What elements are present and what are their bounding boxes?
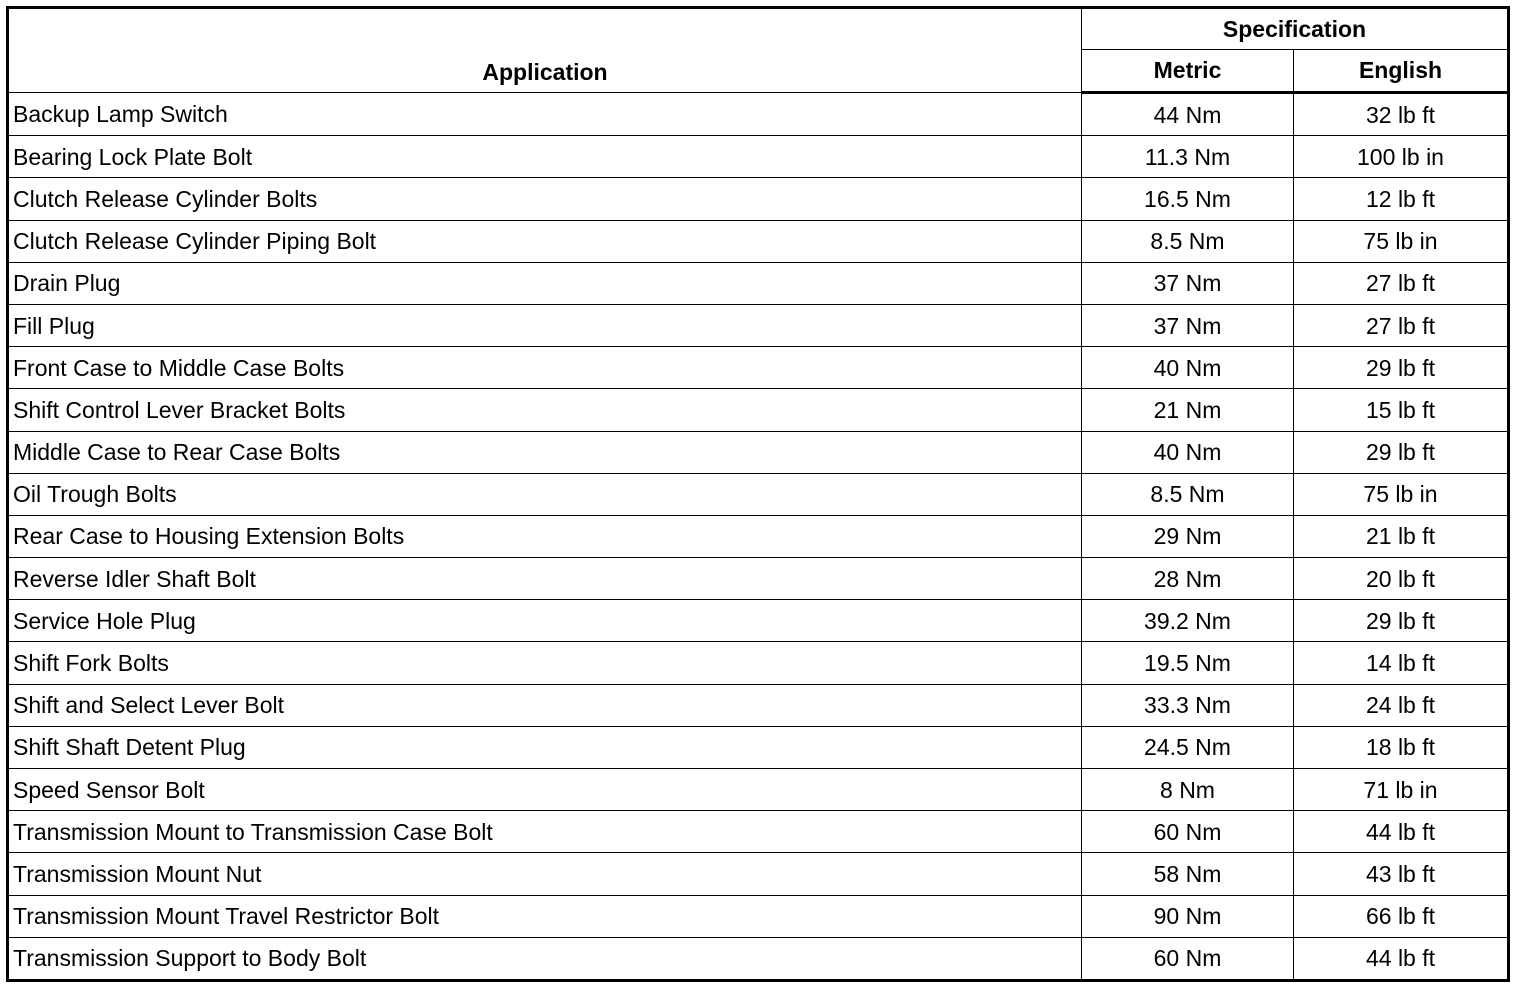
application-cell: Middle Case to Rear Case Bolts [8, 431, 1082, 473]
english-cell: 75 lb in [1294, 473, 1509, 515]
metric-cell: 40 Nm [1082, 347, 1294, 389]
metric-cell: 19.5 Nm [1082, 642, 1294, 684]
table-header [8, 8, 1509, 93]
application-cell: Bearing Lock Plate Bolt [8, 136, 1082, 178]
application-cell: Backup Lamp Switch [8, 93, 1082, 136]
english-cell: 15 lb ft [1294, 389, 1509, 431]
application-cell: Shift Shaft Detent Plug [8, 726, 1082, 768]
table-row [8, 262, 1509, 304]
metric-cell: 37 Nm [1082, 262, 1294, 304]
metric-cell: 40 Nm [1082, 431, 1294, 473]
english-cell: 12 lb ft [1294, 178, 1509, 220]
metric-cell: 44 Nm [1082, 93, 1294, 136]
table-row [8, 853, 1509, 895]
header-row-top [8, 8, 1509, 50]
table-row [8, 304, 1509, 346]
table-row [8, 558, 1509, 600]
application-cell: Speed Sensor Bolt [8, 769, 1082, 811]
metric-cell: 11.3 Nm [1082, 136, 1294, 178]
table-body [8, 93, 1509, 981]
table-row [8, 769, 1509, 811]
fastener-specification-table [6, 6, 1510, 982]
application-cell: Clutch Release Cylinder Piping Bolt [8, 220, 1082, 262]
table-row [8, 220, 1509, 262]
english-cell: 29 lb ft [1294, 347, 1509, 389]
table-row [8, 684, 1509, 726]
application-cell: Clutch Release Cylinder Bolts [8, 178, 1082, 220]
application-cell: Oil Trough Bolts [8, 473, 1082, 515]
english-cell: 27 lb ft [1294, 304, 1509, 346]
application-cell: Rear Case to Housing Extension Bolts [8, 515, 1082, 557]
metric-cell: 21 Nm [1082, 389, 1294, 431]
english-cell: 32 lb ft [1294, 93, 1509, 136]
application-cell: Front Case to Middle Case Bolts [8, 347, 1082, 389]
english-cell: 71 lb in [1294, 769, 1509, 811]
english-cell: 100 lb in [1294, 136, 1509, 178]
english-cell: 66 lb ft [1294, 895, 1509, 937]
table-row [8, 642, 1509, 684]
english-cell: 27 lb ft [1294, 262, 1509, 304]
english-cell: 14 lb ft [1294, 642, 1509, 684]
metric-cell: 24.5 Nm [1082, 726, 1294, 768]
application-cell: Shift Fork Bolts [8, 642, 1082, 684]
metric-cell: 58 Nm [1082, 853, 1294, 895]
application-cell: Transmission Mount to Transmission Case Bolt [8, 811, 1082, 853]
table-row [8, 937, 1509, 980]
metric-cell: 8.5 Nm [1082, 473, 1294, 515]
english-cell: 21 lb ft [1294, 515, 1509, 557]
english-header: English [1294, 50, 1509, 93]
specification-header: Specification [1082, 8, 1509, 50]
table-row [8, 895, 1509, 937]
english-cell: 44 lb ft [1294, 811, 1509, 853]
table-row [8, 515, 1509, 557]
table-row [8, 473, 1509, 515]
english-cell: 43 lb ft [1294, 853, 1509, 895]
english-cell: 29 lb ft [1294, 431, 1509, 473]
metric-cell: 60 Nm [1082, 811, 1294, 853]
metric-cell: 28 Nm [1082, 558, 1294, 600]
english-cell: 75 lb in [1294, 220, 1509, 262]
metric-cell: 29 Nm [1082, 515, 1294, 557]
table-row [8, 347, 1509, 389]
metric-cell: 16.5 Nm [1082, 178, 1294, 220]
english-cell: 24 lb ft [1294, 684, 1509, 726]
table-row [8, 136, 1509, 178]
application-cell: Transmission Mount Travel Restrictor Bolt [8, 895, 1082, 937]
application-cell: Drain Plug [8, 262, 1082, 304]
application-cell: Transmission Mount Nut [8, 853, 1082, 895]
application-cell: Fill Plug [8, 304, 1082, 346]
application-cell: Shift and Select Lever Bolt [8, 684, 1082, 726]
metric-cell: 90 Nm [1082, 895, 1294, 937]
application-cell: Reverse Idler Shaft Bolt [8, 558, 1082, 600]
table-row [8, 93, 1509, 136]
application-cell: Shift Control Lever Bracket Bolts [8, 389, 1082, 431]
english-cell: 29 lb ft [1294, 600, 1509, 642]
application-cell: Transmission Support to Body Bolt [8, 937, 1082, 980]
metric-cell: 37 Nm [1082, 304, 1294, 346]
table-row [8, 726, 1509, 768]
metric-cell: 8 Nm [1082, 769, 1294, 811]
table-row [8, 811, 1509, 853]
english-cell: 20 lb ft [1294, 558, 1509, 600]
table-row [8, 178, 1509, 220]
metric-cell: 39.2 Nm [1082, 600, 1294, 642]
metric-cell: 60 Nm [1082, 937, 1294, 980]
table-row [8, 600, 1509, 642]
english-cell: 18 lb ft [1294, 726, 1509, 768]
metric-header: Metric [1082, 50, 1294, 93]
table-row [8, 431, 1509, 473]
english-cell: 44 lb ft [1294, 937, 1509, 980]
metric-cell: 8.5 Nm [1082, 220, 1294, 262]
table-row [8, 389, 1509, 431]
metric-cell: 33.3 Nm [1082, 684, 1294, 726]
application-cell: Service Hole Plug [8, 600, 1082, 642]
application-header: Application [8, 8, 1082, 93]
